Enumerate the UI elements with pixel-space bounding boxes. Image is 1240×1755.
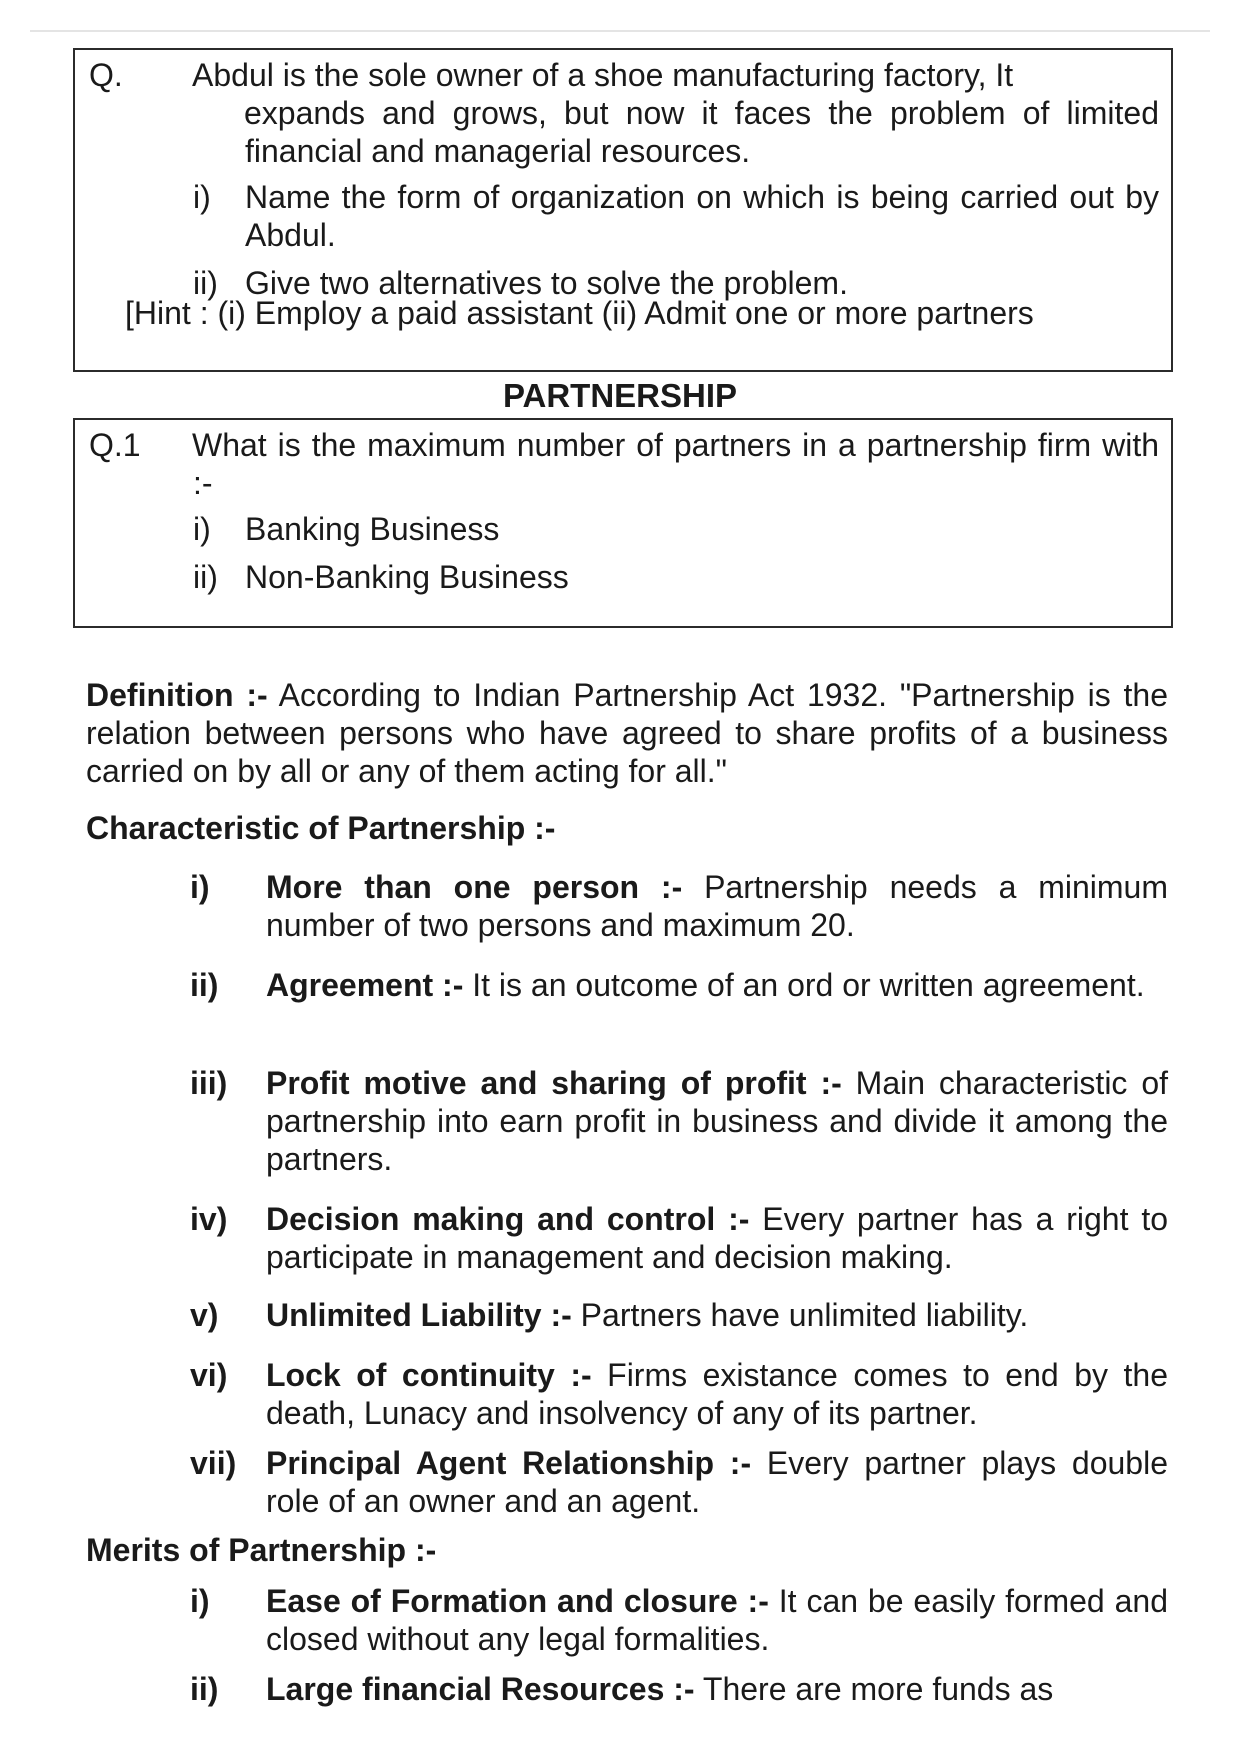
item-text: Firms existance comes to end by the death, Lunacy and insolvency of any of its partner. [266,1357,1168,1431]
item-text: Partnership needs a minimum number of two persons and maximum 20. [266,869,1169,943]
item-text: Every partner plays double role of an owner and an agent. [266,1445,1169,1519]
merit-item [190,1670,1168,1708]
question-sub-item [193,178,1159,254]
characteristics-heading: Characteristic of Partnership :- [86,810,556,846]
item-number: iii) [190,1065,228,1101]
item-title: Agreement :- [266,967,464,1003]
sub-item-number: i) [193,179,211,215]
item-number: v) [190,1297,219,1333]
merit-item [190,1582,1168,1658]
definition-label: Definition :- [86,677,268,713]
section-title: PARTNERSHIP [502,377,738,414]
item-title: More than one person :- [266,869,683,905]
sub-item-text: Name the form of organization on which is being carried out by Abdul. [245,179,1159,253]
item-title: Lock of continuity :- [266,1357,592,1393]
question-text [193,56,1159,170]
sub-item-text: Banking Business [245,511,500,547]
question-sub-item [193,510,1159,548]
hint-text: [Hint : (i) Employ a paid assistant (ii) Admit one or more partners [125,295,1034,331]
characteristic-item [190,1064,1168,1178]
merits-heading: Merits of Partnership :- [86,1532,437,1568]
question-text-continued: expands and grows, but now it faces the problem of limited financial and managerial resources. [244,95,1159,169]
item-number: ii) [190,1671,219,1707]
item-text: It can be easily formed and closed without any legal formalities. [266,1583,1169,1657]
definition-text: According to Indian Partnership Act 1932. "Partnership is the relation between persons who have agreed to share profits of a business carried on by all or any of them acting for all." [86,677,1168,789]
item-title: Decision making and control :- [266,1201,750,1237]
item-text: It is an outcome of an ord or written agreement. [463,967,1145,1003]
question-row [75,56,1171,170]
item-number: iv) [190,1201,228,1237]
characteristic-item [190,1444,1168,1520]
sub-item-number: ii) [193,559,218,595]
characteristic-item [190,966,1168,1004]
item-title: Principal Agent Relationship :- [266,1445,752,1481]
question-box-abdul [73,48,1173,372]
question-row [75,426,1171,502]
sub-item-text: Non-Banking Business [245,559,569,595]
page-top-rule [30,30,1210,32]
item-number: vi) [190,1357,228,1393]
question-text: What is the maximum number of partners in a partnership firm with :- [192,427,1159,501]
sub-item-number: i) [193,511,211,547]
item-title: Ease of Formation and closure :- [266,1583,769,1619]
characteristic-item [190,1296,1168,1334]
item-title: Unlimited Liability :- [266,1297,572,1333]
item-number: ii) [190,967,219,1003]
question-label: Q. [89,57,123,93]
definition-paragraph [86,676,1168,790]
item-number: i) [190,1583,210,1619]
item-title: Large financial Resources :- [266,1671,695,1707]
item-text: There are more funds as [694,1671,1054,1707]
item-number: vii) [190,1445,237,1481]
question-sub-item [193,558,1159,596]
sub-item-number: ii) [193,265,218,301]
characteristic-item [190,1200,1168,1276]
characteristic-item [190,868,1168,944]
item-text: Partners have unlimited liability. [571,1297,1029,1333]
question-label: Q.1 [89,427,141,463]
sub-item-text: Give two alternatives to solve the problem. [245,265,848,301]
question-box-q1 [73,418,1173,628]
item-text: Main characteristic of partnership into earn profit in business and divide it among the partners. [266,1065,1169,1177]
item-number: i) [190,869,210,905]
characteristic-item [190,1356,1168,1432]
item-title: Profit motive and sharing of profit :- [266,1065,842,1101]
question-text-line1: Abdul is the sole owner of a shoe manufacturing factory, It [192,57,1014,93]
item-text: Every partner has a right to participate in management and decision making. [266,1201,1168,1275]
